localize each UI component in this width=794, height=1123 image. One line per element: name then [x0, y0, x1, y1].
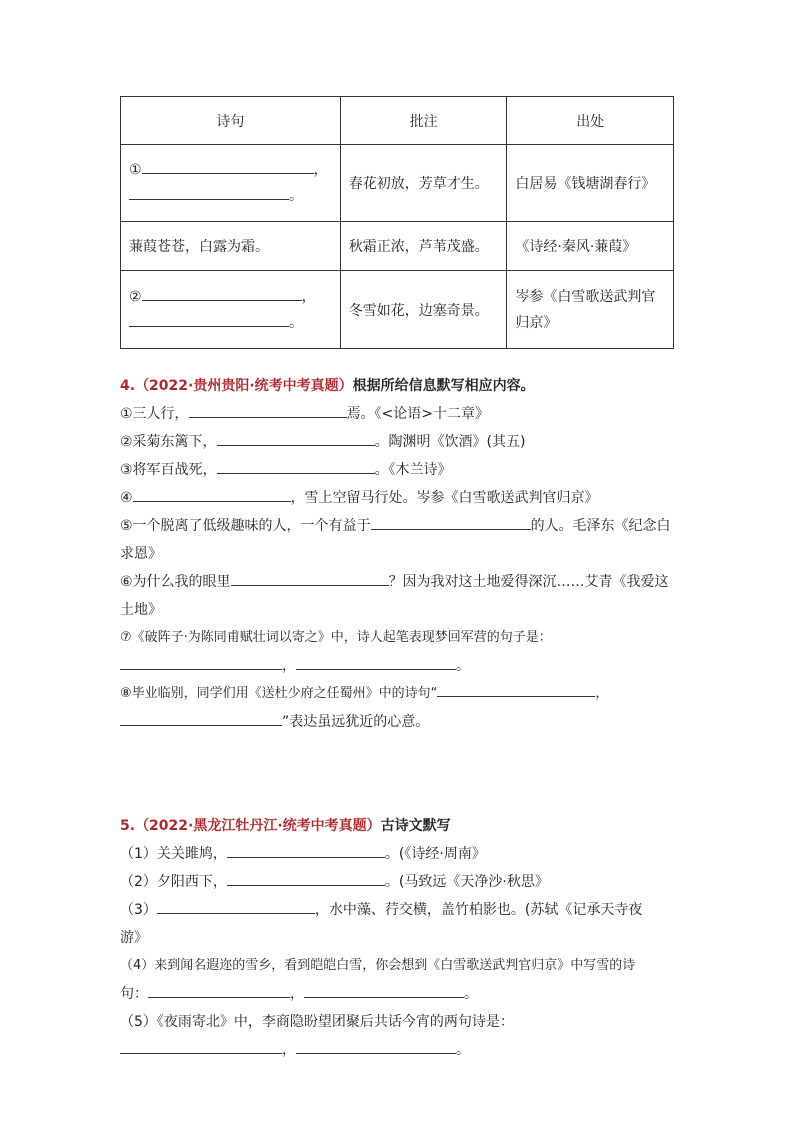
answer-blank[interactable] [296, 655, 456, 670]
answer-blank[interactable] [129, 185, 289, 200]
table-cell: 冬雪如花，边塞奇景。 [340, 271, 507, 349]
punct: 。 [289, 188, 303, 204]
list-item [120, 400, 676, 428]
question-source: （2022·贵州贵阳·统考中考真题） [135, 378, 353, 394]
answer-blank[interactable] [304, 983, 464, 998]
table-cell [121, 271, 341, 349]
question-heading [120, 372, 676, 400]
answer-blank[interactable] [120, 711, 282, 726]
item-text: 。(《诗经·周南》 [384, 846, 486, 862]
item-text: ③将军百战死， [120, 462, 217, 478]
table-header-cell: 诗句 [121, 97, 341, 145]
answer-blank[interactable] [296, 1039, 456, 1054]
item-text: ”表达虽远犹近的心意。 [282, 714, 430, 730]
item-text: （1）关关雎鸠， [120, 846, 227, 862]
item-text: ①三人行， [120, 406, 189, 422]
list-item-continued [120, 980, 676, 1008]
question-source: （2022·黑龙江牡丹江·统考中考真题） [135, 818, 381, 834]
answer-blank[interactable] [142, 286, 302, 301]
table-row [121, 271, 674, 349]
list-item [120, 680, 676, 708]
table-row [121, 222, 674, 271]
list-item [120, 428, 676, 456]
table-cell: 《诗经·秦风·蒹葭》 [507, 222, 674, 271]
item-text: 。 [456, 1042, 470, 1058]
answer-blank[interactable] [148, 983, 290, 998]
table-cell: 白居易《钱塘湖春行》 [507, 145, 674, 222]
answer-blank[interactable] [120, 655, 282, 670]
table-cell: 秋霜正浓，芦苇茂盛。 [340, 222, 507, 271]
item-text: 。《木兰诗》 [374, 462, 452, 478]
punct: 。 [289, 314, 303, 331]
list-item-continued: 土地》 [120, 602, 162, 618]
answer-blank[interactable] [437, 682, 595, 697]
question-number: 5. [120, 818, 136, 834]
table-row [121, 145, 674, 222]
item-text: ， [282, 1042, 296, 1058]
punct: ， [301, 288, 316, 305]
answer-blank[interactable] [371, 515, 531, 530]
item-text: ，水中藻、荇交横，盖竹柏影也。(苏轼《记承天寺夜 [314, 902, 643, 918]
item-text: （2）夕阳西下， [120, 874, 227, 890]
question-5 [120, 812, 676, 1064]
item-text: （3） [120, 902, 157, 918]
answer-blank[interactable] [120, 1039, 282, 1054]
question-number: 4. [120, 378, 136, 394]
item-text: ， [290, 986, 304, 1002]
item-text: ⑤一个脱离了低级趣味的人，一个有益于 [120, 518, 371, 534]
question-4 [120, 372, 676, 736]
item-text: 的人。毛泽东《纪念白 [530, 518, 671, 534]
item-text: ②采菊东篱下， [120, 434, 217, 450]
list-item: （5）《夜雨寄北》中，李商隐盼望团聚后共话今宵的两句诗是： [120, 1014, 514, 1030]
list-item-continued [120, 708, 676, 736]
list-item: （4）来到闻名遐迩的雪乡，看到皑皑白雪，你会想到《白雪歌送武判官归京》中写雪的诗 [120, 958, 636, 973]
item-text: 。陶渊明《饮酒》(其五) [374, 434, 526, 450]
item-text: ⑥为什么我的眼里 [120, 574, 231, 590]
item-prefix: ① [129, 162, 142, 178]
answer-blank[interactable] [189, 403, 347, 418]
list-item [120, 868, 676, 896]
item-text: 句： [120, 986, 148, 1002]
list-item-continued: 求恩》 [120, 546, 162, 562]
answer-blank[interactable] [142, 159, 314, 174]
list-item-continued: 游》 [120, 930, 148, 946]
list-item: ⑦《破阵子·为陈同甫赋壮词以寄之》中，诗人起笔表现梦回军营的句子是： [120, 630, 552, 645]
list-item [120, 840, 676, 868]
list-item [120, 512, 676, 540]
item-text: 。 [456, 658, 470, 674]
table-cell [121, 145, 341, 222]
answer-blank[interactable] [133, 487, 291, 502]
item-text: 焉。《<论语>十二章》 [346, 406, 490, 422]
item-prefix: ② [129, 288, 142, 305]
item-text: ④ [120, 490, 133, 506]
answer-blank[interactable] [217, 459, 375, 474]
table-header-cell: 批注 [340, 97, 507, 145]
table-cell: 蒹葭苍苍，白露为霜。 [121, 222, 341, 271]
item-text: ， [595, 686, 609, 701]
item-text: 。 [464, 986, 478, 1002]
poem-table [120, 96, 674, 349]
table-cell: 岑参《白雪歌送武判官归京》 [507, 271, 674, 349]
table-header-cell: 出处 [507, 97, 674, 145]
question-instruction: 古诗文默写 [380, 818, 451, 834]
punct: ， [313, 162, 328, 178]
item-text: 。(马致远《天净沙·秋思》 [384, 874, 549, 890]
question-heading [120, 812, 676, 840]
item-text: ⑧毕业临别，同学们用《送杜少府之任蜀州》中的诗句“ [120, 686, 438, 701]
item-text: ， [282, 658, 296, 674]
answer-blank[interactable] [231, 571, 389, 586]
table-cell: 春花初放，芳草才生。 [340, 145, 507, 222]
list-item [120, 456, 676, 484]
answer-blank[interactable] [129, 312, 289, 327]
table-header-row [121, 97, 674, 145]
list-item [120, 568, 676, 596]
question-instruction: 根据所给信息默写相应内容。 [352, 378, 535, 394]
answer-blank[interactable] [217, 431, 375, 446]
list-item-continued [120, 652, 676, 680]
list-item-continued [120, 1036, 676, 1064]
answer-blank[interactable] [227, 871, 385, 886]
list-item [120, 896, 676, 924]
list-item [120, 484, 676, 512]
item-text: ，雪上空留马行处。岑参《白雪歌送武判官归京》 [290, 490, 599, 506]
item-text: ？因为我对这土地爱得深沉……艾青《我爱这 [388, 574, 669, 590]
answer-blank[interactable] [157, 899, 315, 914]
answer-blank[interactable] [227, 843, 385, 858]
